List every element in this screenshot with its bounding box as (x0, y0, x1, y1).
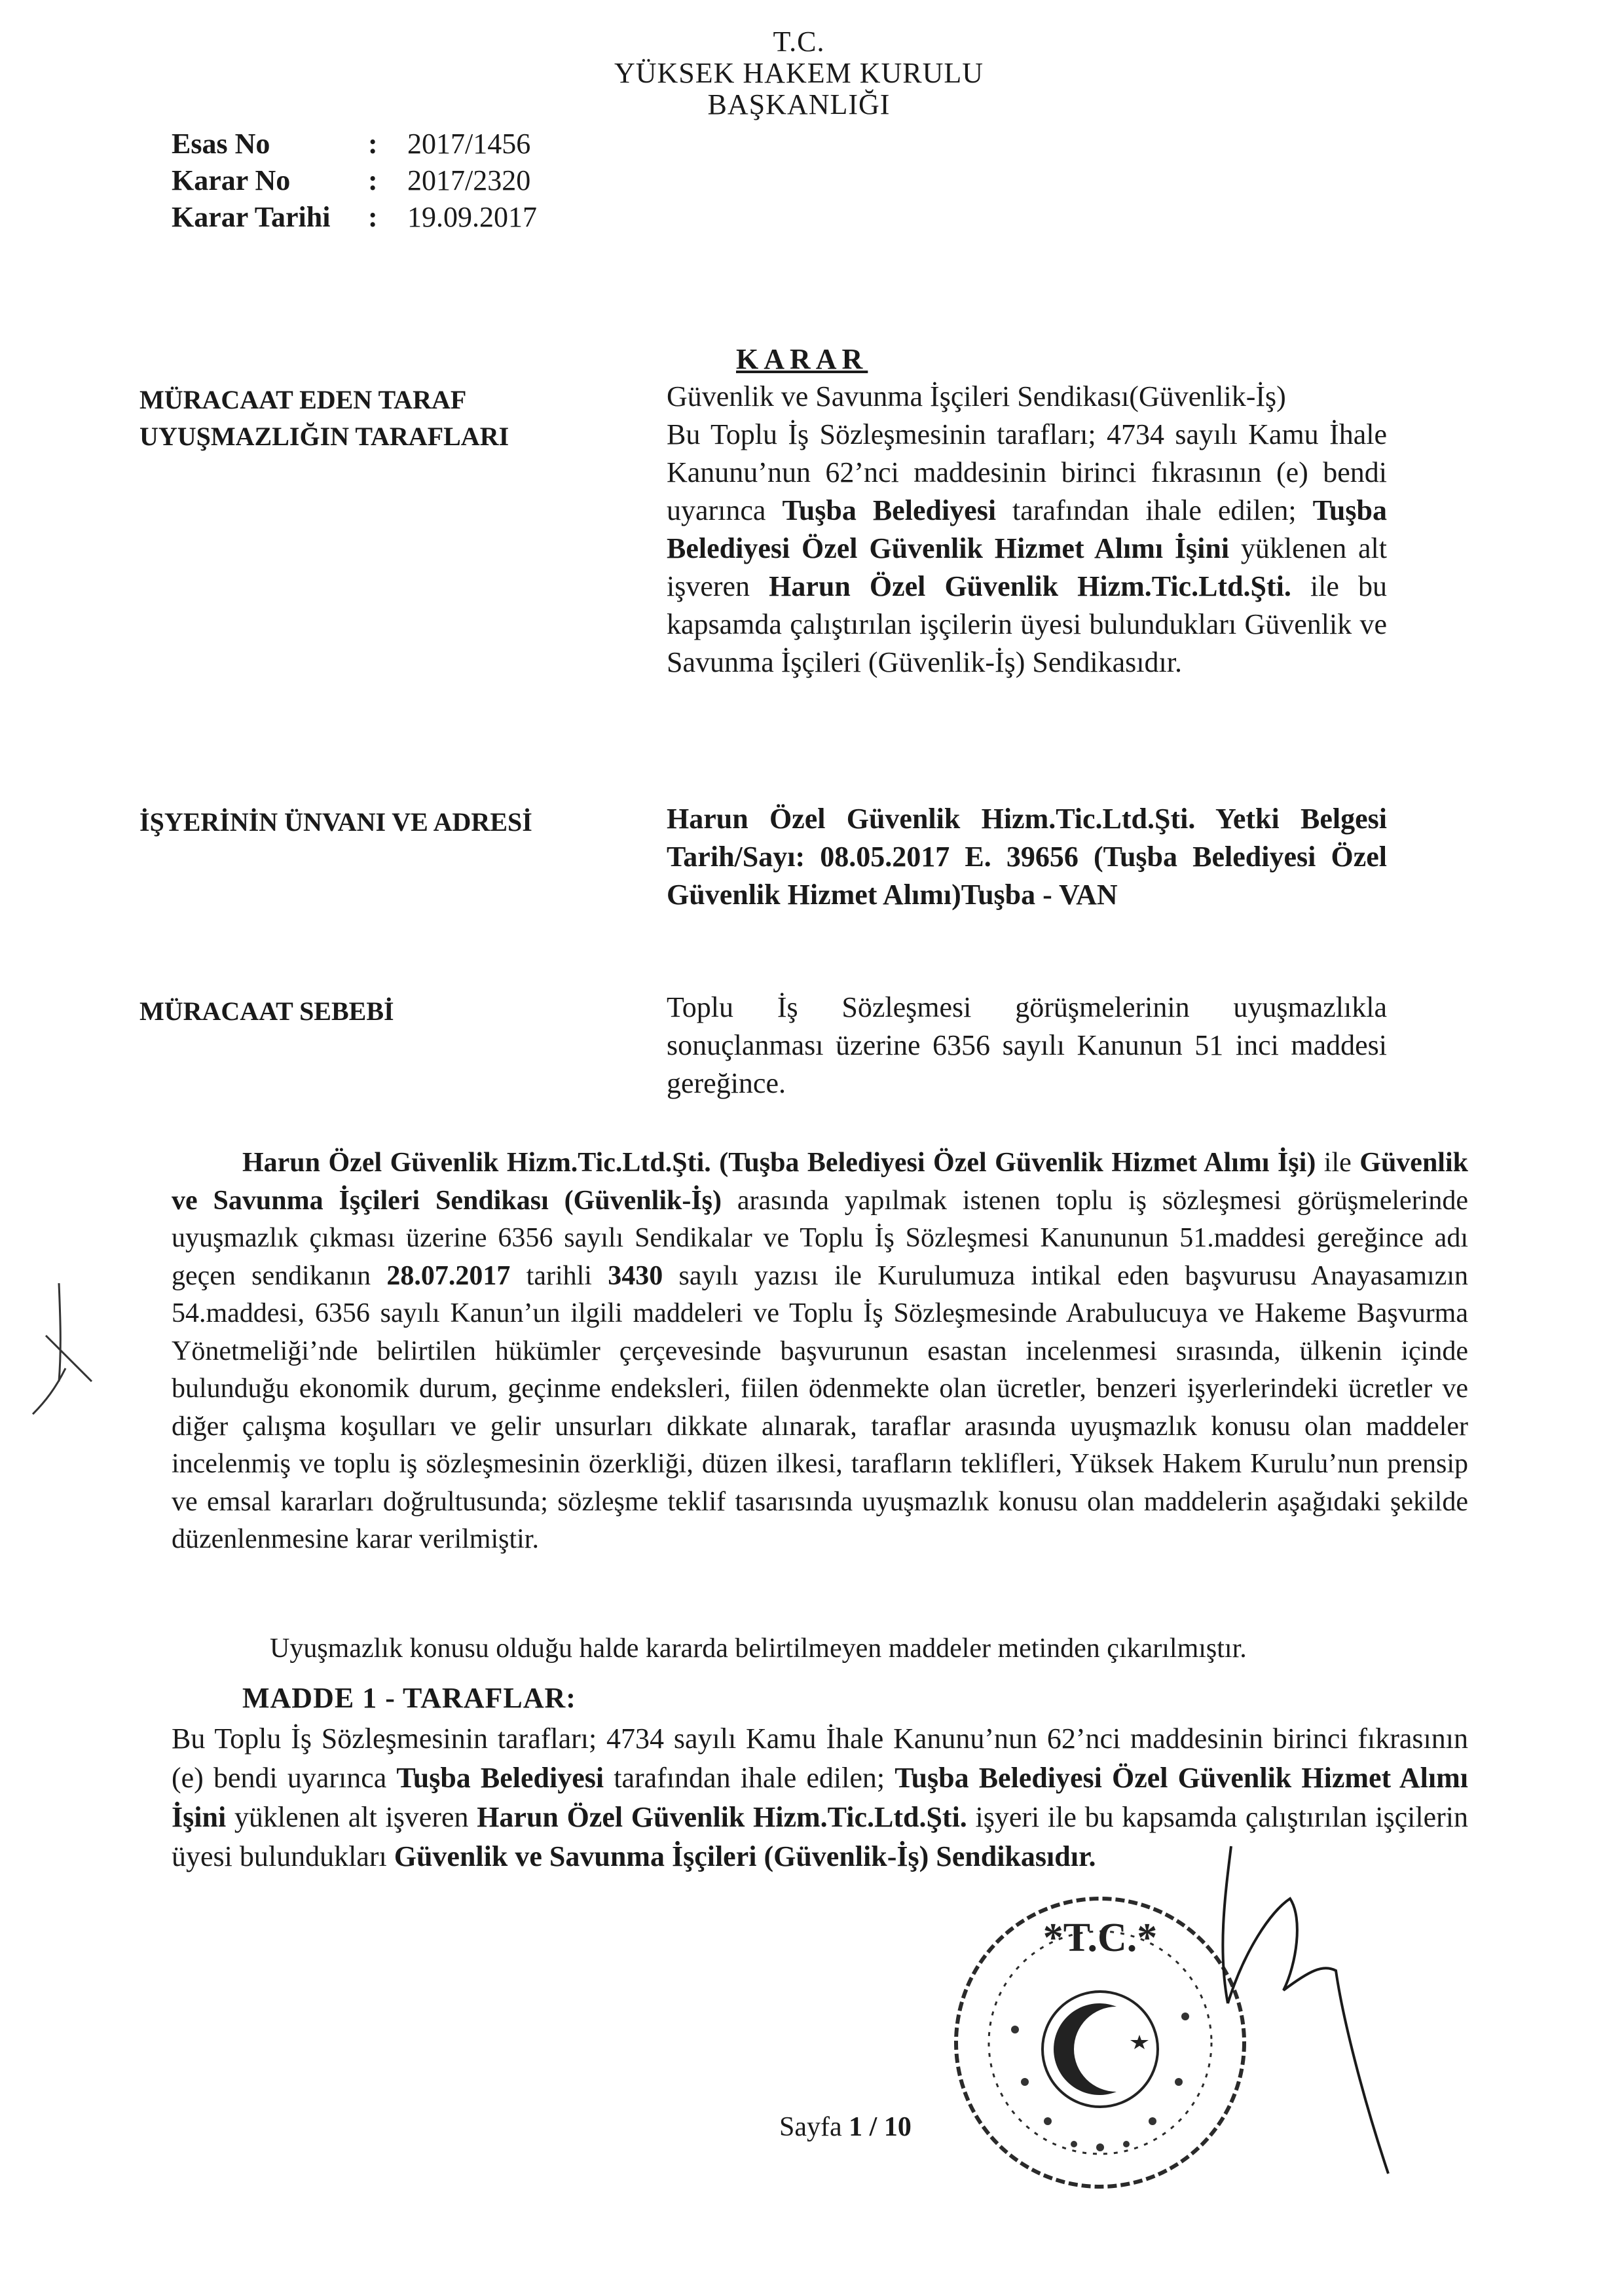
signature-icon (1192, 1820, 1428, 2187)
madde-text-4: işyeri ile bu kapsamda çalıştırılan işçilerin üyesi bulundukları (172, 1801, 1468, 1872)
madde-1-heading: MADDE 1 - TARAFLAR: (242, 1682, 576, 1714)
stamp-top-text: *T.C.* (1043, 1916, 1158, 1960)
karar-value: 2017/2320 (407, 164, 531, 196)
decision-paragraph (172, 1144, 1468, 1559)
body-bold-3: 28.07.2017 (386, 1260, 511, 1291)
tarih-value: 19.09.2017 (407, 201, 537, 233)
taraflar-bold-3: Harun Özel Güvenlik Hizm.Tic.Ltd.Şti. (769, 570, 1291, 602)
esas-row (172, 126, 537, 162)
esas-sep: : (368, 128, 378, 160)
margin-initial-icon (20, 1277, 111, 1421)
header-tc: T.C. (773, 26, 825, 58)
karar-row (172, 162, 537, 199)
page-prefix: Sayfa (779, 2112, 849, 2142)
tarih-label: Karar Tarihi (172, 201, 331, 233)
taraflar-bold-2: Tuşba Belediyesi Özel Güvenlik Hizmet Alımı İşini (667, 494, 1387, 564)
tarih-sep: : (368, 201, 378, 233)
isyeri-label: İŞYERİNİN ÜNVANI VE ADRESİ (139, 807, 532, 837)
madde-bold-3: Harun Özel Güvenlik Hizm.Tic.Ltd.Şti. (477, 1801, 967, 1833)
body-bold-2: Güvenlik ve Savunma İşçileri Sendikası (Güvenlik-İş) (172, 1148, 1469, 1216)
page-current: 1 (849, 2112, 863, 2142)
tarih-row (172, 199, 537, 236)
madde-text-3: yüklenen alt işveren (226, 1801, 477, 1833)
page-total: 10 (883, 2112, 912, 2142)
madde-bold-2: Tuşba Belediyesi Özel Güvenlik Hizmet Alımı İşini (172, 1762, 1468, 1833)
header-presidency: BAŞKANLIĞI (707, 88, 891, 120)
header-institution: YÜKSEK HAKEM KURULU (614, 57, 984, 89)
body-text-3: tarihli (510, 1260, 608, 1291)
karar-sep: : (368, 164, 378, 196)
muracaat-eden-label: MÜRACAAT EDEN TARAF (139, 385, 467, 414)
madde-bold-1: Tuşba Belediyesi (396, 1762, 604, 1794)
body-bold-4: 3430 (608, 1260, 663, 1291)
page-number (779, 2111, 912, 2143)
taraflar-text-2: tarafından ihale edilen; (996, 494, 1313, 526)
taraflar-value (667, 416, 1387, 682)
muracaat-eden-value: Güvenlik ve Savunma İşçileri Sendikası(Güvenlik-İş) (667, 380, 1286, 412)
body-bold-1: Harun Özel Güvenlik Hizm.Tic.Ltd.Şti. (Tuşba Belediyesi Özel Güvenlik Hizmet Alımı İşi) (242, 1148, 1316, 1178)
body-text-2: arasında yapılmak istenen toplu iş sözleşmesi görüşmelerinde uyuşmazlık çıkması üzerine 6356 sayılı Sendikalar ve Toplu İş Sözleşmesi Kanununun 51.maddesi gereğince adı geçen sendikanın (172, 1185, 1468, 1291)
body-text-4: sayılı yazısı ile Kurulumuza intikal eden başvurusu Anayasamızın 54.maddesi, 6356 sayılı Kanun’un ilgili maddeleri ve Toplu İş Sözleşmesinde Arabulucuya ve Hakeme Başvurma Yönetmeliği’nde belirtilen hükümler çerçevesinde başvurunun esastan incelenmesi sırasında, ülkenin içinde bulunduğu ekonomik durum, geçinme endeksleri, fiilen ödenmekte olan ücretler, benzeri işyerlerindeki ücretler ve diğer çalışma koşulları ve gelir unsurları dikkate alınarak, taraflar arasında uyuşmazlık konusu olan maddeler incelenmiş ve toplu iş sözleşmesinin özerkliği, düzen ilkesi, tarafların teklifleri, Yüksek Hakem Kurulu’nun prensip ve emsal kararları doğrultusunda; sözleşme teklif tasarısında uyuşmazlık konusu olan maddelerin aşağıdaki şekilde düzenlenmesine karar verilmiştir. (172, 1260, 1469, 1554)
removed-articles-note: Uyuşmazlık konusu olduğu halde kararda belirtilmeyen maddeler metinden çıkarılmıştır. (270, 1633, 1247, 1664)
taraflar-bold-1: Tuşba Belediyesi (782, 494, 997, 526)
taraflar-text-3: yüklenen alt işveren (667, 532, 1387, 602)
esas-value: 2017/1456 (407, 128, 531, 160)
esas-label: Esas No (172, 128, 270, 160)
madde-text-2: tarafından ihale edilen; (604, 1762, 895, 1794)
sebep-label: MÜRACAAT SEBEBİ (139, 996, 394, 1026)
taraflar-text-4: ile bu kapsamda çalıştırılan işçilerin üyesi bulundukları Güvenlik ve Savunma İşçileri (Güvenlik-İş) Sendikasıdır. (667, 570, 1387, 678)
document-title: KARAR (736, 343, 868, 375)
isyeri-value: Harun Özel Güvenlik Hizm.Tic.Ltd.Şti. Yetki Belgesi Tarih/Sayı: 08.05.2017 E. 39656 (Tuşba Belediyesi Özel Güvenlik Hizmet Alımı)Tuşba - VAN (667, 803, 1387, 911)
karar-label: Karar No (172, 164, 291, 196)
sebep-value: Toplu İş Sözleşmesi görüşmelerinin uyuşmazlıkla sonuçlanması üzerine 6356 sayılı Kanunun 51 inci maddesi gereğince. (667, 991, 1387, 1099)
madde-bold-4: Güvenlik ve Savunma İşçileri (Güvenlik-İş) Sendikasıdır. (394, 1840, 1096, 1872)
taraflar-label: UYUŞMAZLIĞIN TARAFLARI (139, 422, 509, 451)
madde-text-1: Bu Toplu İş Sözleşmesinin tarafları; 4734 sayılı Kamu İhale Kanunu’nun 62’nci maddesinin birinci fıkrasının (e) bendi uyarınca (172, 1722, 1468, 1794)
body-text-1: ile (1316, 1148, 1360, 1178)
taraflar-text-1: Bu Toplu İş Sözleşmesinin tarafları; 4734 sayılı Kamu İhale Kanunu’nun 62’nci maddesinin birinci fıkrasının (e) bendi uyarınca (667, 418, 1387, 526)
page-sep: / (862, 2112, 884, 2142)
case-meta (172, 126, 537, 236)
